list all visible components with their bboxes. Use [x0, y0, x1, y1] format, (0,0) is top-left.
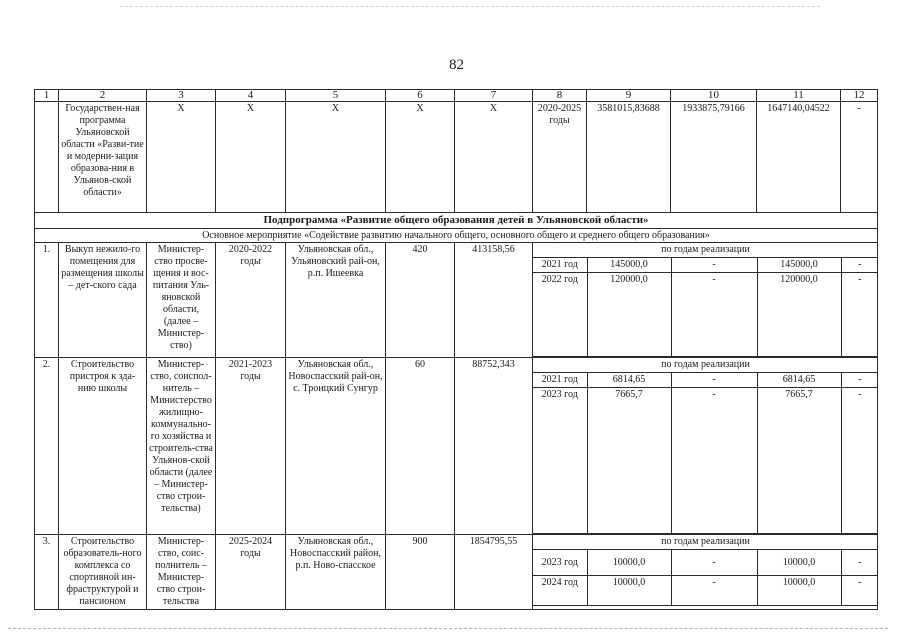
main-event-title: Основное мероприятие «Содействие развитию начального общего, основного общего и среднего общего образования»: [35, 229, 878, 243]
subprogram-title: Подпрограмма «Развитие общего образования детей в Ульяновской области»: [35, 213, 878, 229]
main-event-row: [35, 229, 878, 243]
table-row: [35, 243, 878, 358]
program-col10: 1933875,79166: [671, 102, 757, 213]
years-block: [533, 358, 878, 535]
program-table: [34, 89, 878, 610]
year-col11: 6814,65: [757, 373, 841, 388]
cost: 88752,343: [455, 358, 533, 535]
executor: Министер-ство, соиспол-нитель – Министерство жилищно-коммунально-го хозяйства и строитель-ства Ульянов-ской области (далее – Министер-ство строи-тельства): [147, 358, 216, 535]
location: Ульяновская обл., Новоспасский район, р.п. Ново-спасское: [286, 535, 386, 610]
year-col11: 7665,7: [757, 388, 841, 534]
period: 2021-2023 годы: [216, 358, 286, 535]
year-row: [533, 258, 878, 273]
table-row: [35, 358, 878, 535]
cost: 1854795,55: [455, 535, 533, 610]
year-total: 6814,65: [587, 373, 671, 388]
period: 2020-2022 годы: [216, 243, 286, 358]
column-number: 2: [59, 90, 147, 102]
year-col12: -: [841, 388, 878, 534]
column-number: 1: [35, 90, 59, 102]
object-name: Строительство пристроя к зда-нию школы: [59, 358, 147, 535]
row-number: [35, 102, 59, 213]
year: 2023 год: [533, 388, 587, 534]
year: 2023 год: [533, 550, 587, 576]
year: 2024 год: [533, 576, 587, 606]
executor: Министер-ство просве-щения и вос-питания Уль-яновской области, (далее – Министер-ство): [147, 243, 216, 358]
column-number: 10: [671, 90, 757, 102]
program-col7: Х: [455, 102, 533, 213]
year-col12: -: [841, 576, 878, 606]
year-row: [533, 576, 878, 606]
capacity: 420: [386, 243, 455, 358]
program-col4: Х: [216, 102, 286, 213]
page-number: 82: [449, 57, 464, 73]
year-total: 10000,0: [587, 550, 671, 576]
year-col10: -: [671, 273, 757, 357]
object-name: Выкуп нежило-го помещения для размещения школы – дет-ского сада: [59, 243, 147, 358]
year-total: 10000,0: [587, 576, 671, 606]
row-number: 3.: [35, 535, 59, 610]
executor: Министер-ство, соис-полнитель – Министер-ство строи-тельства: [147, 535, 216, 610]
year: 2021 год: [533, 258, 587, 273]
column-number: 3: [147, 90, 216, 102]
program-name: Государствен-ная программа Ульяновской области «Разви-тие и модерни-зация образова-ния в Ульянов-ской области»: [59, 102, 147, 213]
year-col11: 120000,0: [757, 273, 841, 357]
program-col11: 1647140,04522: [757, 102, 841, 213]
column-number: 5: [286, 90, 386, 102]
scan-artifact-top: [120, 6, 820, 8]
by-years-label: по годам реализации: [533, 243, 878, 258]
row-number: 2.: [35, 358, 59, 535]
program-period: 2020-2025 годы: [533, 102, 587, 213]
column-number: 11: [757, 90, 841, 102]
by-years-label: по годам реализации: [533, 535, 878, 550]
scan-artifact-bottom: [8, 628, 888, 630]
program-col5: Х: [286, 102, 386, 213]
year-col10: -: [671, 388, 757, 534]
program-col6: Х: [386, 102, 455, 213]
year: 2021 год: [533, 373, 587, 388]
year-total: 7665,7: [587, 388, 671, 534]
period: 2025-2024 годы: [216, 535, 286, 610]
by-years-label: по годам реализации: [533, 358, 878, 373]
column-number: 7: [455, 90, 533, 102]
year-col12: -: [841, 550, 878, 576]
capacity: 60: [386, 358, 455, 535]
program-row: [35, 102, 878, 213]
years-block: [533, 535, 878, 610]
year: 2022 год: [533, 273, 587, 357]
year-row: [533, 550, 878, 576]
column-number: 9: [587, 90, 671, 102]
location: Ульяновская обл., Ульяновский рай-он, р.п. Ишеевка: [286, 243, 386, 358]
year-col10: -: [671, 550, 757, 576]
column-number-row: [35, 90, 878, 102]
year-col12: -: [841, 273, 878, 357]
program-col12: -: [841, 102, 878, 213]
location: Ульяновская обл., Новоспасский рай-он, с. Троицкий Сунгур: [286, 358, 386, 535]
year-row: [533, 273, 878, 357]
year-total: 120000,0: [587, 273, 671, 357]
capacity: 900: [386, 535, 455, 610]
year-total: 145000,0: [587, 258, 671, 273]
column-number: 12: [841, 90, 878, 102]
year-row: [533, 388, 878, 534]
year-col10: -: [671, 258, 757, 273]
column-number: 8: [533, 90, 587, 102]
year-col11: 10000,0: [757, 550, 841, 576]
program-col3: Х: [147, 102, 216, 213]
years-block: [533, 243, 878, 358]
column-number: 6: [386, 90, 455, 102]
table-row: [35, 535, 878, 610]
year-col10: -: [671, 576, 757, 606]
year-col10: -: [671, 373, 757, 388]
object-name: Строительство образователь-ного комплекса со спортивной ин-фраструктурой и пансионом: [59, 535, 147, 610]
year-row: [533, 373, 878, 388]
year-col12: -: [841, 258, 878, 273]
year-col11: 10000,0: [757, 576, 841, 606]
subprogram-row: [35, 213, 878, 229]
year-col12: -: [841, 373, 878, 388]
year-col11: 145000,0: [757, 258, 841, 273]
program-total: 3581015,83688: [587, 102, 671, 213]
column-number: 4: [216, 90, 286, 102]
row-number: 1.: [35, 243, 59, 358]
cost: 413158,56: [455, 243, 533, 358]
